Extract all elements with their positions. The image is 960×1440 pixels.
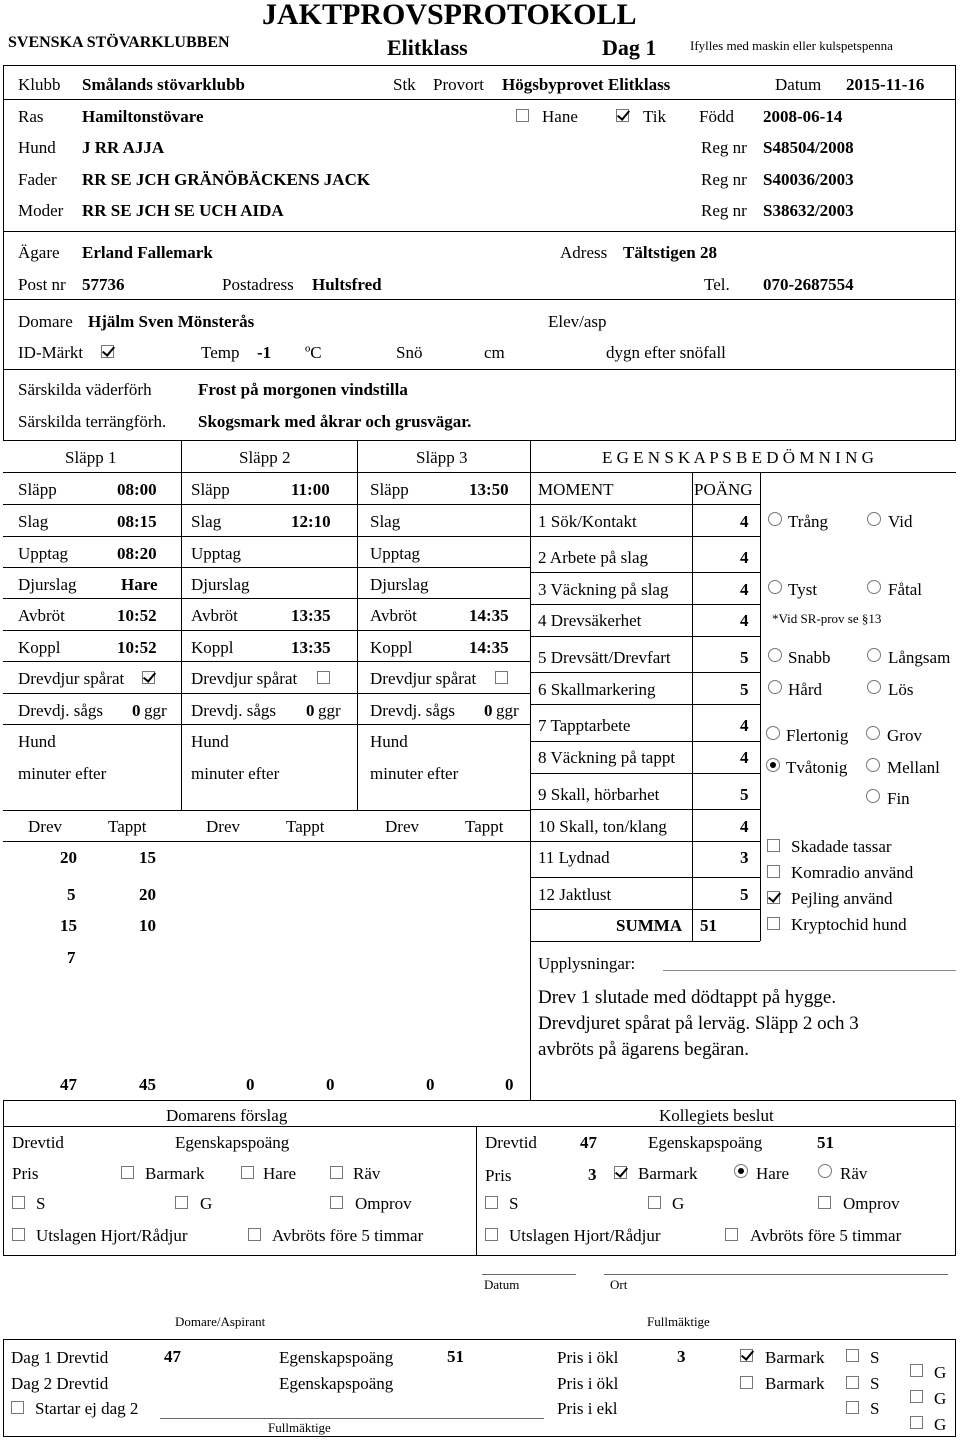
pris-okl-value[interactable]: 3	[677, 1347, 686, 1366]
terrang-value[interactable]: Skogsmark med åkrar och grusvägar.	[198, 412, 472, 431]
summary-barmark1-checkbox[interactable]	[740, 1349, 753, 1362]
drev-row3-tappt[interactable]: 10	[139, 916, 156, 935]
postnr-value[interactable]: 57736	[82, 275, 125, 294]
tappt-total-2: 0	[326, 1075, 335, 1094]
beslut-g-checkbox[interactable]	[648, 1196, 661, 1209]
slapp1-djurslag-value[interactable]: Hare	[121, 575, 158, 594]
slapp2-slag-label: Slag	[191, 512, 222, 531]
beslut-drevtid-label: Drevtid	[485, 1133, 537, 1152]
beslut-avbrots-label: Avbröts före 5 timmar	[750, 1226, 902, 1245]
summary-s2-label: S	[870, 1374, 880, 1393]
slapp3-sags-label: Drevdj. sågs	[370, 701, 455, 720]
ort-signature-label: Ort	[610, 1277, 628, 1292]
elev-label: Elev/asp	[548, 312, 607, 331]
moment-9-points[interactable]: 5	[740, 785, 749, 804]
pris-okl2-label: Pris i ökl	[557, 1374, 619, 1393]
slapp2-koppl-label: Koppl	[191, 638, 234, 657]
grov-label: Grov	[887, 726, 922, 745]
fader-regnr-label: Reg nr	[701, 170, 747, 189]
forslag-omprov-checkbox[interactable]	[330, 1196, 343, 1209]
day-label: Dag 1	[602, 35, 657, 60]
slapp3-upptag-label: Upptag	[370, 544, 421, 563]
beslut-hare-label: Hare	[756, 1164, 790, 1183]
moment-12-points[interactable]: 5	[740, 885, 749, 904]
beslut-g-label: G	[672, 1194, 685, 1213]
tvatonig-label: Tvåtonig	[786, 758, 848, 777]
slapp3-minuter-label: minuter efter	[370, 764, 459, 783]
forslag-barmark-checkbox[interactable]	[121, 1166, 134, 1179]
summary-s3-label: S	[870, 1399, 880, 1418]
drev1-header: Drev	[28, 817, 62, 836]
hund-label: Hund	[18, 138, 56, 157]
moment-11-label: 11 Lydnad	[538, 848, 610, 867]
domare-signature-label: Domare/Aspirant	[175, 1314, 266, 1329]
slapp3-avbrot-value[interactable]: 14:35	[469, 606, 509, 625]
flertonig-radio[interactable]	[766, 726, 780, 740]
los-label: Lös	[888, 680, 914, 699]
slapp1-djurslag-label: Djurslag	[18, 575, 77, 594]
forslag-g-checkbox[interactable]	[175, 1196, 188, 1209]
fullmaktige-bottom-label: Fullmäktige	[268, 1420, 331, 1435]
slapp3-slapp-label: Släpp	[370, 480, 409, 499]
slapp2-djurslag-label: Djurslag	[191, 575, 250, 594]
beslut-rav-label: Räv	[840, 1164, 868, 1183]
klubb-label: Klubb	[18, 75, 61, 94]
komradio-label: Komradio använd	[791, 863, 914, 882]
fullmaktige-signature-label: Fullmäktige	[647, 1314, 710, 1329]
forslag-title: Domarens förslag	[166, 1106, 288, 1125]
flertonig-label: Flertonig	[786, 726, 849, 745]
forslag-rav-label: Räv	[353, 1164, 381, 1183]
class-label: Elitklass	[387, 35, 468, 60]
moment-8-label: 8 Väckning på tappt	[538, 748, 676, 767]
tappt-total-1: 45	[139, 1075, 156, 1094]
moder-regnr-value[interactable]: S38632/2003	[763, 201, 854, 220]
pris-okl-label: Pris i ökl	[557, 1348, 619, 1367]
fin-radio[interactable]	[866, 789, 880, 803]
ras-label: Ras	[18, 107, 44, 126]
moment-5-points[interactable]: 5	[740, 648, 749, 667]
forslag-s-label: S	[36, 1194, 46, 1213]
beslut-avbrots-checkbox[interactable]	[725, 1228, 738, 1241]
moment-1-label: 1 Sök/Kontakt	[538, 512, 637, 531]
adress-value[interactable]: Tältstigen 28	[623, 243, 717, 262]
dag1-egenskap-value[interactable]: 51	[447, 1347, 464, 1366]
fodd-value[interactable]: 2008-06-14	[763, 107, 843, 126]
upplysningar-line-1[interactable]: Drev 1 slutade med dödtappt på hygge.	[538, 987, 837, 1008]
moment-10-points[interactable]: 4	[740, 817, 749, 836]
page-title: JAKTPROVSPROTOKOLL	[262, 0, 637, 31]
tyst-radio[interactable]	[768, 580, 782, 594]
slapp1-koppl-value[interactable]: 10:52	[117, 638, 157, 657]
club-name: SVENSKA STÖVARKLUBBEN	[8, 34, 230, 51]
beslut-title: Kollegiets beslut	[659, 1106, 774, 1125]
beslut-rav-radio[interactable]	[818, 1164, 832, 1178]
slapp3-slag-label: Slag	[370, 512, 401, 531]
kryptochid-checkbox[interactable]	[767, 917, 780, 930]
slapp3-ggr-label: ggr	[496, 701, 519, 720]
vader-value[interactable]: Frost på morgonen vindstilla	[198, 380, 408, 399]
slapp3-djurslag-label: Djurslag	[370, 575, 429, 594]
slapp2-slapp-value[interactable]: 11:00	[291, 480, 330, 499]
summary-s3-checkbox[interactable]	[846, 1401, 859, 1414]
moment-6-label: 6 Skallmarkering	[538, 680, 656, 699]
slapp2-slag-value[interactable]: 12:10	[291, 512, 331, 531]
kryptochid-label: Kryptochid hund	[791, 915, 907, 934]
drev-row2-tappt[interactable]: 20	[139, 885, 156, 904]
slapp3-drevdjur-checkbox[interactable]	[495, 671, 508, 684]
dag2-egenskap-label: Egenskapspoäng	[279, 1374, 394, 1393]
komradio-checkbox[interactable]	[767, 865, 780, 878]
moder-label: Moder	[18, 201, 64, 220]
tel-label: Tel.	[704, 275, 730, 294]
fader-regnr-value[interactable]: S40036/2003	[763, 170, 854, 189]
slapp3-sags-value[interactable]: 0	[484, 701, 493, 720]
tvatonig-radio[interactable]	[766, 758, 780, 772]
beslut-egenskap-value[interactable]: 51	[817, 1133, 834, 1152]
idmarkt-checkbox[interactable]	[101, 345, 114, 358]
dag1-drevtid-value[interactable]: 47	[164, 1347, 181, 1366]
pejling-checkbox[interactable]	[767, 891, 780, 904]
drev2-header: Drev	[206, 817, 240, 836]
sr-note: *Vid SR-prov se §13	[772, 611, 882, 626]
datum-value[interactable]: 2015-11-16	[846, 75, 925, 94]
tel-value[interactable]: 070-2687554	[763, 275, 854, 294]
postnr-label: Post nr	[18, 275, 66, 294]
upplysningar-line-3[interactable]: avbröts på ägarens begäran.	[538, 1039, 750, 1060]
moment-8-points[interactable]: 4	[740, 748, 749, 767]
drev-row4-drev[interactable]: 7	[67, 948, 76, 967]
tappt3-header: Tappt	[465, 817, 504, 836]
beslut-barmark-checkbox[interactable]	[614, 1166, 627, 1179]
slapp1-slapp-label: Släpp	[18, 480, 57, 499]
slapp2-ggr-label: ggr	[318, 701, 341, 720]
domare-value[interactable]: Hjälm Sven Mönsterås	[88, 312, 255, 331]
tik-checkbox[interactable]	[616, 109, 629, 122]
moment-12-label: 12 Jaktlust	[538, 885, 612, 904]
datum-signature-label: Datum	[484, 1277, 520, 1292]
beslut-omprov-label: Omprov	[843, 1194, 900, 1213]
moment-9-label: 9 Skall, hörbarhet	[538, 785, 660, 804]
forslag-omprov-label: Omprov	[355, 1194, 412, 1213]
stk-label: Stk	[393, 75, 416, 94]
startar-ej-label: Startar ej dag 2	[35, 1399, 139, 1418]
provort-value[interactable]: Högsbyprovet Elitklass	[502, 75, 671, 94]
summary-g1-label: G	[934, 1363, 947, 1382]
moment-4-label: 4 Drevsäkerhet	[538, 611, 642, 630]
slapp1-sags-value[interactable]: 0	[132, 701, 141, 720]
slapp3-koppl-value[interactable]: 14:35	[469, 638, 509, 657]
slapp2-minuter-label: minuter efter	[191, 764, 280, 783]
beslut-s-label: S	[509, 1194, 519, 1213]
forslag-hare-checkbox[interactable]	[241, 1166, 254, 1179]
slapp1-ggr-label: ggr	[144, 701, 167, 720]
temp-label: Temp	[201, 343, 240, 362]
agare-label: Ägare	[18, 243, 60, 262]
fatal-radio[interactable]	[867, 580, 881, 594]
dygn-label: dygn efter snöfall	[606, 343, 726, 362]
upplysningar-line-2[interactable]: Drevdjuret spårat på lerväg. Släpp 2 och 3	[538, 1013, 859, 1034]
forslag-g-label: G	[200, 1194, 213, 1213]
beslut-pris-label: Pris	[485, 1166, 512, 1185]
slapp1-koppl-label: Koppl	[18, 638, 61, 657]
slapp2-drevdjur-label: Drevdjur spårat	[191, 669, 298, 688]
moment-3-label: 3 Väckning på slag	[538, 580, 669, 599]
beslut-pris-value[interactable]: 3	[588, 1165, 597, 1184]
ras-value[interactable]: Hamiltonstövare	[82, 107, 204, 126]
fin-label: Fin	[887, 789, 910, 808]
slapp1-drevdjur-label: Drevdjur spårat	[18, 669, 125, 688]
forslag-avbrots-label: Avbröts före 5 timmar	[272, 1226, 424, 1245]
moment-4-points[interactable]: 4	[740, 611, 749, 630]
summa-label: SUMMA	[616, 916, 683, 935]
slapp1-upptag-value[interactable]: 08:20	[117, 544, 157, 563]
summary-g3-label: G	[934, 1415, 947, 1434]
slapp2-slapp-label: Släpp	[191, 480, 230, 499]
moment-7-label: 7 Tapptarbete	[538, 716, 631, 735]
upplysningar-label: Upplysningar:	[538, 954, 636, 973]
summary-g1-checkbox[interactable]	[910, 1364, 923, 1377]
slapp2-sags-label: Drevdj. sågs	[191, 701, 276, 720]
adress-label: Adress	[560, 243, 608, 262]
forslag-utslagen-checkbox[interactable]	[12, 1228, 25, 1241]
trang-radio[interactable]	[768, 512, 782, 526]
drev-row2-drev[interactable]: 5	[67, 885, 76, 904]
slapp2-drevdjur-checkbox[interactable]	[317, 671, 330, 684]
beslut-drevtid-value[interactable]: 47	[580, 1133, 597, 1152]
forslag-rav-checkbox[interactable]	[330, 1166, 343, 1179]
poang-header: POÄNG	[694, 480, 753, 499]
vid-label: Vid	[888, 512, 913, 531]
slapp2-hund-label: Hund	[191, 732, 229, 751]
summary-s2-checkbox[interactable]	[846, 1376, 859, 1389]
beslut-s-checkbox[interactable]	[485, 1196, 498, 1209]
langsam-radio[interactable]	[867, 648, 881, 662]
dag2-drevtid-label: Dag 2 Drevtid	[11, 1374, 109, 1393]
beslut-hare-radio[interactable]	[734, 1164, 748, 1178]
fader-label: Fader	[18, 170, 57, 189]
slapp1-slapp-value[interactable]: 08:00	[117, 480, 157, 499]
skadade-tassar-checkbox[interactable]	[767, 839, 780, 852]
datum-label: Datum	[775, 75, 822, 94]
snabb-label: Snabb	[788, 648, 831, 667]
forslag-s-checkbox[interactable]	[12, 1196, 25, 1209]
slapp1-slag-label: Slag	[18, 512, 49, 531]
egenskap-header: E G E N S K A P S B E D Ö M N I N G	[602, 448, 874, 467]
tappt2-header: Tappt	[286, 817, 325, 836]
drev-total-1: 47	[60, 1075, 77, 1094]
pejling-label: Pejling använd	[791, 889, 893, 908]
drev-total-3: 0	[426, 1075, 435, 1094]
fodd-label: Född	[699, 107, 734, 126]
los-radio[interactable]	[867, 680, 881, 694]
forslag-avbrots-checkbox[interactable]	[248, 1228, 261, 1241]
slapp1-sags-label: Drevdj. sågs	[18, 701, 103, 720]
agare-value[interactable]: Erland Fallemark	[82, 243, 213, 262]
slapp3-drevdjur-label: Drevdjur spårat	[370, 669, 477, 688]
slapp1-minuter-label: minuter efter	[18, 764, 107, 783]
drev3-header: Drev	[385, 817, 419, 836]
snabb-radio[interactable]	[768, 648, 782, 662]
trang-label: Trång	[788, 512, 828, 531]
hund-value[interactable]: J RR AJJA	[82, 138, 165, 157]
summary-g2-label: G	[934, 1389, 947, 1408]
moder-regnr-label: Reg nr	[701, 201, 747, 220]
forslag-barmark-label: Barmark	[145, 1164, 205, 1183]
moment-10-label: 10 Skall, ton/klang	[538, 817, 667, 836]
dag1-drevtid-label: Dag 1 Drevtid	[11, 1348, 109, 1367]
tyst-label: Tyst	[788, 580, 818, 599]
slapp1-upptag-label: Upptag	[18, 544, 69, 563]
provort-label: Provort	[433, 75, 484, 94]
drev-row1-drev[interactable]: 20	[60, 848, 77, 867]
beslut-egenskap-label: Egenskapspoäng	[648, 1133, 763, 1152]
forslag-egenskap-label: Egenskapspoäng	[175, 1133, 290, 1152]
forslag-hare-label: Hare	[263, 1164, 297, 1183]
postadress-label: Postadress	[222, 275, 294, 294]
slapp1-header: Släpp 1	[65, 448, 117, 467]
sno-label: Snö	[396, 343, 423, 362]
regnr-value[interactable]: S48504/2008	[763, 138, 854, 157]
slapp3-avbrot-label: Avbröt	[370, 606, 417, 625]
hane-checkbox[interactable]	[516, 109, 529, 122]
temp-unit: ºC	[305, 343, 322, 362]
temp-value[interactable]: -1	[257, 343, 272, 362]
summary-s1-label: S	[870, 1348, 880, 1367]
summary-s1-checkbox[interactable]	[846, 1349, 859, 1362]
klubb-value[interactable]: Smålands stövarklubb	[82, 75, 245, 94]
tik-label: Tik	[643, 107, 667, 126]
slapp3-hund-label: Hund	[370, 732, 408, 751]
slapp3-header: Släpp 3	[416, 448, 468, 467]
fill-note: Ifylles med maskin eller kulspetspenna	[690, 38, 893, 53]
slapp3-koppl-label: Koppl	[370, 638, 413, 657]
summary-g2-checkbox[interactable]	[910, 1390, 923, 1403]
summa-value: 51	[700, 916, 717, 935]
slapp3-slapp-value[interactable]: 13:50	[469, 480, 509, 499]
domare-label: Domare	[18, 312, 73, 331]
slapp1-avbrot-label: Avbröt	[18, 606, 65, 625]
skadade-tassar-label: Skadade tassar	[791, 837, 892, 856]
beslut-utslagen-label: Utslagen Hjort/Rådjur	[509, 1226, 661, 1245]
hard-radio[interactable]	[768, 680, 782, 694]
slapp1-drevdjur-checkbox[interactable]	[142, 671, 155, 684]
dag1-egenskap-label: Egenskapspoäng	[279, 1348, 394, 1367]
summary-barmark1-label: Barmark	[765, 1348, 825, 1367]
summary-barmark2-checkbox[interactable]	[740, 1376, 753, 1389]
slapp1-avbrot-value[interactable]: 10:52	[117, 606, 157, 625]
hard-label: Hård	[788, 680, 822, 699]
idmarkt-label: ID-Märkt	[18, 343, 84, 362]
forslag-utslagen-label: Utslagen Hjort/Rådjur	[36, 1226, 188, 1245]
postadress-value[interactable]: Hultsfred	[312, 275, 382, 294]
startar-ej-checkbox[interactable]	[11, 1401, 24, 1414]
tappt-total-3: 0	[505, 1075, 514, 1094]
mellanl-radio[interactable]	[866, 758, 880, 772]
moment-2-points[interactable]: 4	[740, 548, 749, 567]
beslut-barmark-label: Barmark	[638, 1164, 698, 1183]
slapp2-koppl-value[interactable]: 13:35	[291, 638, 331, 657]
moment-2-label: 2 Arbete på slag	[538, 548, 648, 567]
vid-radio[interactable]	[867, 512, 881, 526]
fatal-label: Fåtal	[888, 580, 922, 599]
mellanl-label: Mellanl	[887, 758, 940, 777]
beslut-utslagen-checkbox[interactable]	[485, 1228, 498, 1241]
moment-1-points[interactable]: 4	[740, 512, 749, 531]
moder-value[interactable]: RR SE JCH SE UCH AIDA	[82, 201, 284, 220]
cm-label: cm	[484, 343, 505, 362]
slapp1-slag-value[interactable]: 08:15	[117, 512, 157, 531]
slapp2-upptag-label: Upptag	[191, 544, 242, 563]
moment-header: MOMENT	[538, 480, 614, 499]
slapp2-header: Släpp 2	[239, 448, 291, 467]
terrang-label: Särskilda terrängförh.	[18, 412, 167, 431]
fader-value[interactable]: RR SE JCH GRÄNÖBÄCKENS JACK	[82, 170, 371, 189]
forslag-drevtid-label: Drevtid	[12, 1133, 64, 1152]
vader-label: Särskilda väderförh	[18, 380, 152, 399]
beslut-omprov-checkbox[interactable]	[818, 1196, 831, 1209]
slapp1-hund-label: Hund	[18, 732, 56, 751]
drev-row1-tappt[interactable]: 15	[139, 848, 156, 867]
pris-ekl-label: Pris i ekl	[557, 1399, 618, 1418]
drev-row3-drev[interactable]: 15	[60, 916, 77, 935]
moment-7-points[interactable]: 4	[740, 716, 749, 735]
moment-5-label: 5 Drevsätt/Drevfart	[538, 648, 671, 667]
slapp2-avbrot-value[interactable]: 13:35	[291, 606, 331, 625]
hane-label: Hane	[542, 107, 578, 126]
summary-barmark2-label: Barmark	[765, 1374, 825, 1393]
tappt1-header: Tappt	[108, 817, 147, 836]
regnr-label: Reg nr	[701, 138, 747, 157]
slapp2-sags-value[interactable]: 0	[306, 701, 315, 720]
summary-g3-checkbox[interactable]	[910, 1416, 923, 1429]
moment-3-points[interactable]: 4	[740, 580, 749, 599]
slapp2-avbrot-label: Avbröt	[191, 606, 238, 625]
grov-radio[interactable]	[866, 726, 880, 740]
forslag-pris-label: Pris	[12, 1164, 39, 1183]
langsam-label: Långsam	[888, 648, 951, 667]
moment-11-points[interactable]: 3	[740, 848, 749, 867]
moment-6-points[interactable]: 5	[740, 680, 749, 699]
drev-total-2: 0	[246, 1075, 255, 1094]
